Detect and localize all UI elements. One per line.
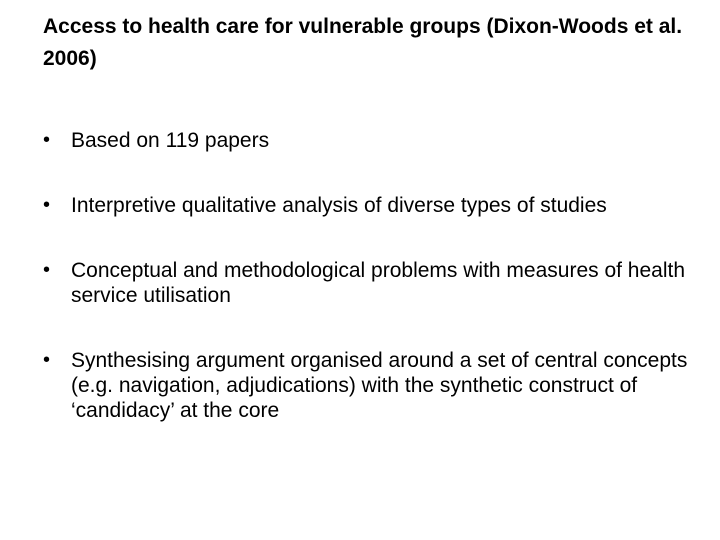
- slide-title: Access to health care for vulnerable groups (Dixon-Woods et al. 2006): [43, 15, 683, 70]
- bullet-text: Synthesising argument organised around a set of central concepts (e.g. navigation, adjudications) with the synthetic construct of ‘candidacy’ at the core: [71, 349, 688, 422]
- bullet-text: Conceptual and methodological problems with measures of health service utilisation: [71, 259, 686, 307]
- bullet-text: Based on 119 papers: [71, 129, 270, 152]
- bullet-icon: •: [43, 349, 51, 371]
- bullet-list: [43, 128, 693, 463]
- bullet-icon: •: [43, 129, 51, 151]
- bullet-item: [43, 348, 693, 423]
- bullet-item: [43, 258, 693, 308]
- bullet-item: [43, 193, 693, 218]
- bullet-item: [43, 128, 693, 153]
- bullet-text: Interpretive qualitative analysis of diverse types of studies: [71, 194, 607, 217]
- bullet-icon: •: [43, 194, 51, 216]
- bullet-icon: •: [43, 259, 51, 281]
